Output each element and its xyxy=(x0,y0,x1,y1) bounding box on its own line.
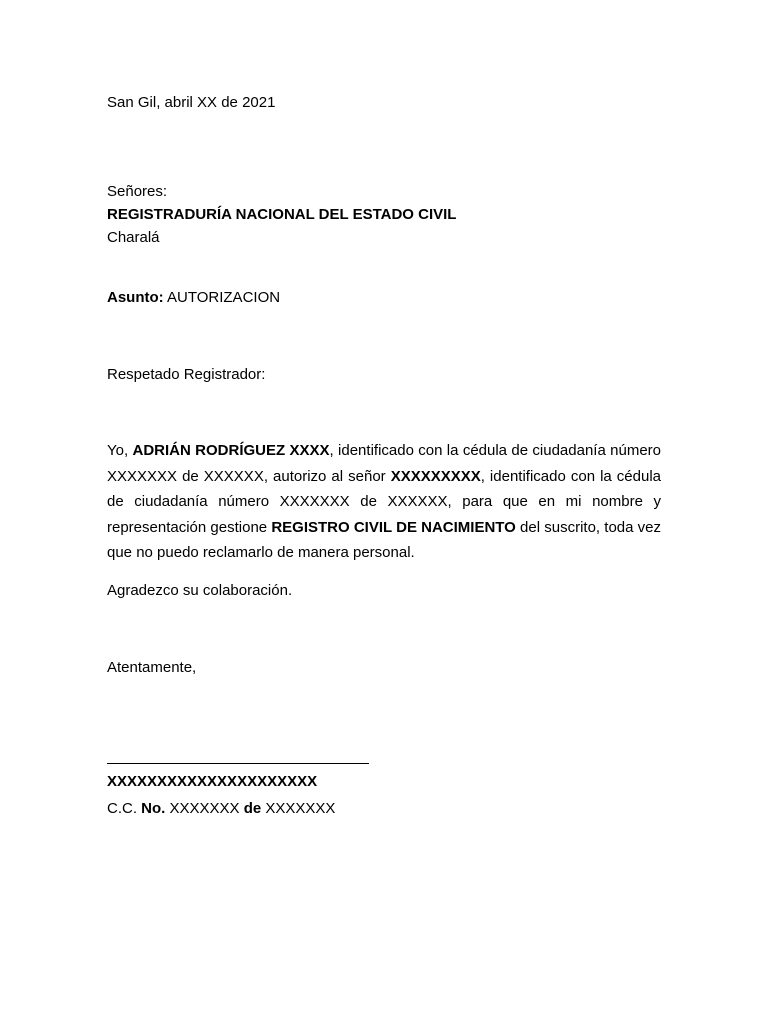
salutation-prefix: Señores: xyxy=(107,183,168,200)
id-place: XXXXXXX xyxy=(261,800,336,817)
closing: Atentamente, xyxy=(107,659,197,676)
recipient-organization: REGISTRADURÍA NACIONAL DEL ESTADO CIVIL xyxy=(107,206,457,223)
grantor-name: ADRIÁN RODRÍGUEZ XXXX xyxy=(132,442,330,459)
id-line xyxy=(107,798,335,820)
subject-label: Asunto: xyxy=(107,289,164,306)
body-text-1: Yo, xyxy=(107,442,133,459)
id-number: XXXXXXX xyxy=(165,800,240,817)
thanks-line: Agradezco su colaboración. xyxy=(107,582,293,599)
document-requested: REGISTRO CIVIL DE NACIMIENTO xyxy=(271,518,516,536)
greeting: Respetado Registrador: xyxy=(107,366,266,383)
id-no-label: No. xyxy=(141,800,166,817)
place-date: San Gil, abril XX de 2021 xyxy=(107,94,276,111)
authorized-person-name: XXXXXXXXX xyxy=(390,467,481,485)
body-text-2: , identificado con la cédula de ciudadanía número XXXXXXX de XXXXXX, autorizo al señor xyxy=(107,442,661,485)
body-paragraph xyxy=(107,438,661,566)
signature-line xyxy=(107,763,369,764)
body-text-3: , identificado con la cédula de ciudadanía número XXXXXXX de XXXXXX, para que en mi nombre y representación gestione xyxy=(107,467,661,536)
id-de: de xyxy=(239,800,262,817)
signature-name: XXXXXXXXXXXXXXXXXXXXX xyxy=(107,773,318,790)
subject-value: AUTORIZACION xyxy=(167,289,281,306)
id-prefix: C.C. xyxy=(107,800,142,817)
body-text-4: del suscrito, toda vez que no puedo reclamarlo de manera personal. xyxy=(107,518,662,561)
recipient-city: Charalá xyxy=(107,229,160,246)
subject-line xyxy=(107,287,280,309)
